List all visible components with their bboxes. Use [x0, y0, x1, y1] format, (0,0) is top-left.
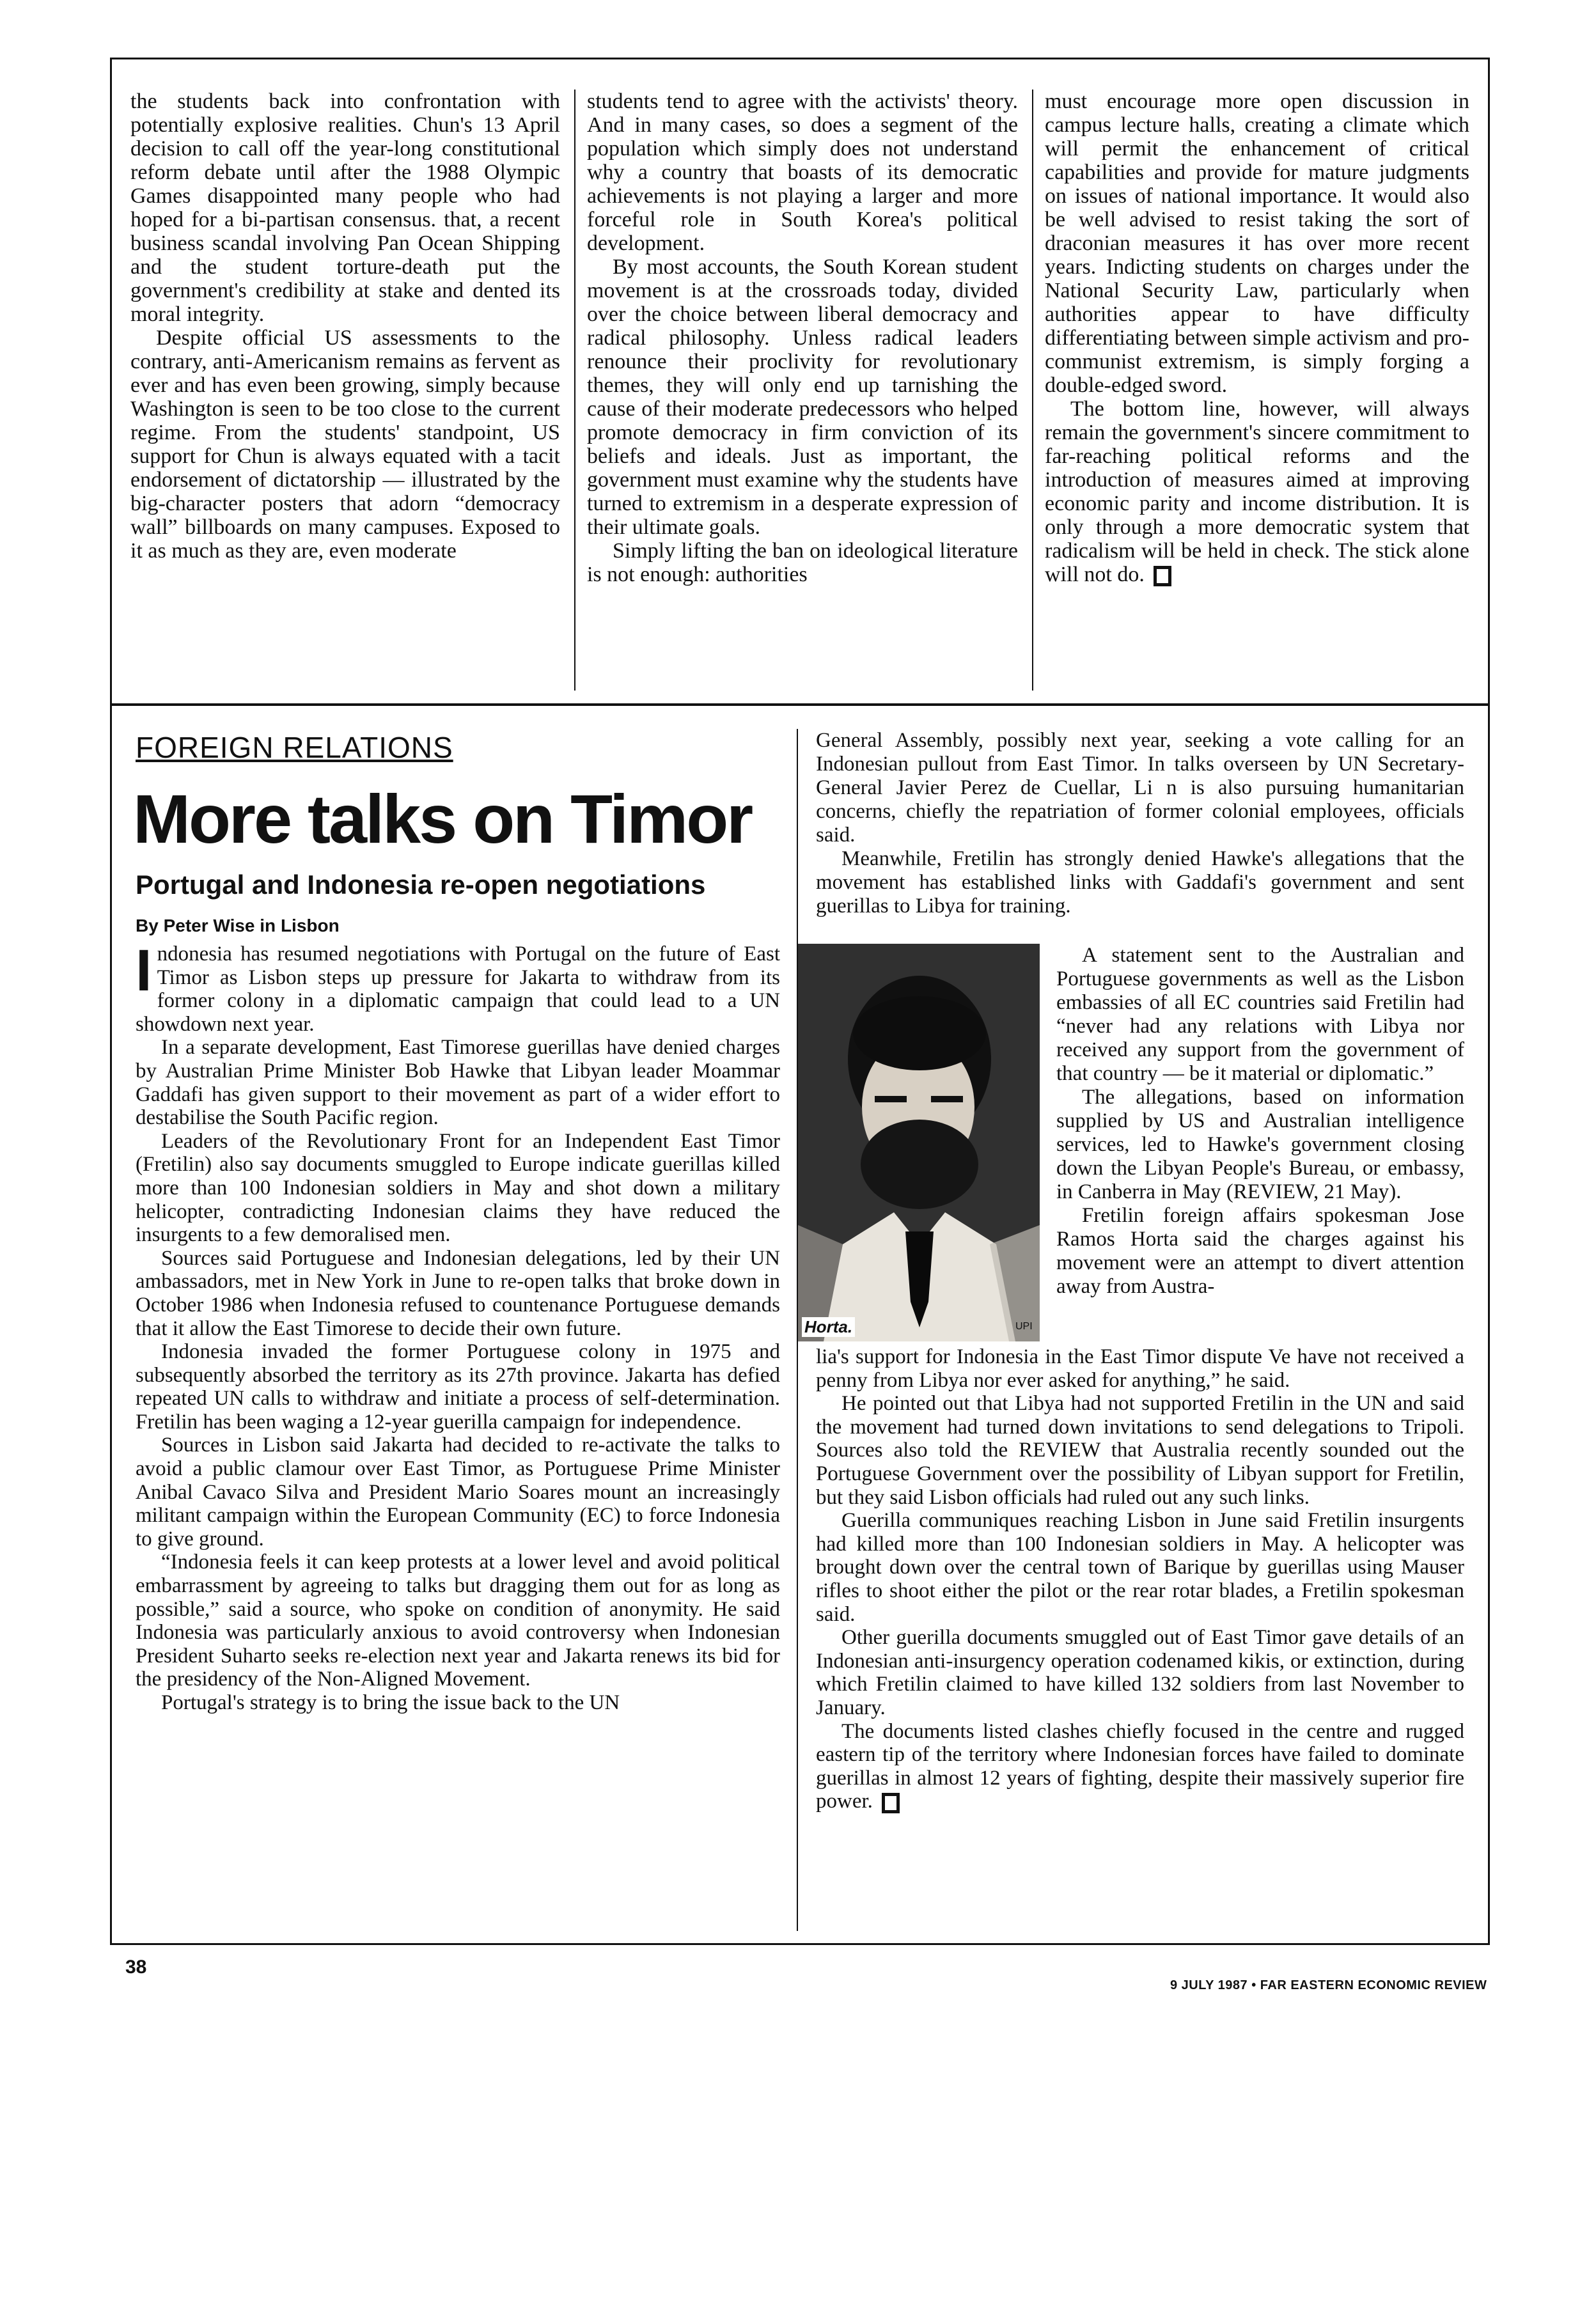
foreign-relations-beside-photo [1056, 944, 1464, 1299]
foreign-relations-right-column-bottom [816, 1345, 1464, 1813]
paragraph: A statement sent to the Australian and Portuguese governments as well as the Lisbon embassies of all EC countries said Fretilin had “never had any relations with Libya nor received any support from the government of that country — be it material or diplomatic.” [1056, 944, 1464, 1085]
paragraph: General Assembly, possibly next year, seeking a vote calling for an Indonesian pullout from East Timor. In talks overseen by UN Secretary-General Javier Perez de Cuellar, Li n is also pursuing humanitarian concerns, chiefly the repatriation of former colonial employees, officials said. [816, 729, 1464, 847]
paragraph: In a separate development, East Timorese guerillas have denied charges by Australian Prime Minister Bob Hawke that Libyan leader Moammar Gaddafi has given support to their movement as part of a wider effort to destabilise the South Pacific region. [136, 1036, 780, 1130]
paragraph: Leaders of the Revolutionary Front for an Independent East Timor (Fretilin) also say documents smuggled to Europe indicate guerillas killed more than 100 Indonesian soldiers in May and shot down a military helicopter, contradicting Indonesian claims they have reduced the insurgents to a few demoralised men. [136, 1129, 780, 1247]
paragraph: The bottom line, however, will always remain the government's sincere commitment to far-reaching political reforms and the introduction of measures aimed at improving economic parity and income distribution. It is only through a more democratic system that radicalism will be held in check. The stick alone will not do. [1045, 397, 1469, 586]
paragraph: Meanwhile, Fretilin has strongly denied Hawke's allegations that the movement has established links with Gaddafi's government and sent guerillas to Libya for training. [816, 847, 1464, 918]
foreign-relations-left-column [136, 938, 780, 1715]
section-label: FOREIGN RELATIONS [136, 731, 453, 764]
paragraph: Despite official US assessments to the contrary, anti-Americanism remains as fervent as ever and has even been growing, simply because Washington is seen to be too close to the current regime. From the students' standpoint, US support for Chun is always equated with a tacit endorsement of dictatorship — illustrated by the big-character posters that adorn “democracy wall” billboards on many campuses. Exposed to it as much as they are, even moderate [130, 326, 560, 563]
paragraph: the students back into confrontation with potentially explosive realities. Chun's 13 April decision to call off the year-long constitutional reform debate until after the 1988 Olympic Games disappointed many people who had hoped for a bi-partisan consensus. that, a recent business scandal involving Pan Ocean Shipping and the student torture-death put the government's credibility at stake and dented its moral integrity. [130, 90, 560, 326]
paragraph: “Indonesia feels it can keep protests at a lower level and avoid political embarrassment by agreeing to talks but dragging them out for as long as possible,” said a source, who spoke on condition of anonymity. He said Indonesia was particularly anxious to avoid controversy when Indonesian President Suharto seeks re-election next year and Jakarta renews its bid for the presidency of the Non-Aligned Movement. [136, 1551, 780, 1691]
paragraph: Fretilin foreign affairs spokesman Jose Ramos Horta said the charges against his movement were an attempt to divert attention away from Austra- [1056, 1204, 1464, 1298]
end-of-story-icon [1154, 566, 1171, 586]
byline: By Peter Wise in Lisbon [136, 916, 340, 935]
paragraph: must encourage more open discussion in campus lecture halls, creating a climate which will permit the enhancement of critical capabilities and provide for mature judgments on issues of national importance. It would also be well advised to resist taking the sort of draconian measures it has over more recent years. Indicting students on charges under the National Security Law, particularly when authorities appear to have difficulty differentiating between simple activism and pro-communist extremism, is simply forging a double-edged sword. [1045, 90, 1469, 397]
paragraph: He pointed out that Libya had not supported Fretilin in the UN and said the movement had turned down invitations to send delegations to Tripoli. Sources also told the REVIEW that Australia recently sounded out the Portuguese Government over the possibility of Libyan support for Fretilin, but they said Lisbon officials had ruled out any such links. [816, 1392, 1464, 1509]
end-of-story-icon [882, 1793, 900, 1813]
paragraph: Portugal's strategy is to bring the issue back to the UN [161, 1691, 620, 1714]
top-article-column-3 [1045, 90, 1469, 586]
paragraph: Indonesia invaded the former Portuguese colony in 1975 and subsequently absorbed the territory as its 27th province. Jakarta has defied repeated UN calls to withdraw and initiate a process of self-determination. Fretilin has been waging a 12-year guerilla campaign for independence. [136, 1340, 780, 1434]
horta-photo [798, 944, 1040, 1341]
lead-text: ndonesia has resumed negotiations with Portugal on the future of East Timor as Lisbon steps up pressure for Jakarta to withdraw from its former colony in a diplomatic campaign that could lead to a UN showdown next year. [136, 942, 780, 1036]
paragraph: Simply lifting the ban on ideological literature is not enough: authorities [587, 539, 1018, 586]
drop-cap: I [136, 938, 152, 1003]
paragraph: Other guerilla documents smuggled out of East Timor gave details of an Indonesian anti-insurgency operation codenamed kikis, or extinction, during which Fretilin claimed to have killed 132 soldiers from last November to January. [816, 1626, 1464, 1719]
lead-paragraph [136, 938, 780, 1036]
paragraph: Sources in Lisbon said Jakarta had decided to re-activate the talks to avoid a public clamour over East Timor, as Portuguese Prime Minister Anibal Cavaco Silva and President Mario Soares mount an increasingly militant campaign within the European Community (EC) to force Indonesia to give ground. [136, 1434, 780, 1551]
deck: Portugal and Indonesia re-open negotiations [136, 870, 706, 900]
paragraph: Guerilla communiques reaching Lisbon in June said Fretilin insurgents had killed more than 100 Indonesian soldiers in May. A helicopter was brought down over the central town of Barique by guerillas using Mauser rifles to shoot either the pilot or the rear rotar blades, a Fretilin spokesman said. [816, 1509, 1464, 1626]
paragraph: students tend to agree with the activists' theory. And in many cases, so does a segment of the population which simply does not understand why a country that boasts of its democratic achievements is not playing a larger and more forceful role in South Korea's political development. [587, 90, 1018, 255]
top-article-column-2 [587, 90, 1018, 586]
portrait-image [798, 944, 1040, 1341]
top-article-column-1 [130, 90, 560, 563]
paragraph: lia's support for Indonesia in the East Timor dispute Ve have not received a penny from Libya nor ever asked for anything,” he said. [816, 1345, 1464, 1392]
headline: More talks on Timor [133, 780, 752, 857]
paragraph: The allegations, based on information supplied by US and Australian intelligence services, led to Hawke's government closing down the Libyan People's Bureau, or embassy, in Canberra in May (REVIEW, 21 May). [1056, 1086, 1464, 1203]
column-divider [574, 90, 575, 691]
photo-caption: Horta. [802, 1317, 855, 1337]
page-number: 38 [125, 1957, 147, 1978]
photo-credit: UPI [1015, 1321, 1033, 1332]
paragraph: Sources said Portuguese and Indonesian delegations, led by their UN ambassadors, met in New York in June to re-open talks that broke down in October 1986 when Indonesia refused to countenance Portuguese demands that it allow the East Timorese to decide their own future. [136, 1246, 780, 1340]
column-divider [1032, 90, 1033, 691]
foreign-relations-right-column-top [816, 729, 1464, 918]
paragraph: The documents listed clashes chiefly focused in the centre and rugged eastern tip of the territory where Indonesian forces have failed to dominate guerillas in almost 12 years of fighting, despite their massively superior fire power. [816, 1719, 1464, 1813]
paragraph: By most accounts, the South Korean student movement is at the crossroads today, divided over the choice between liberal democracy and radical philosophy. Unless radical leaders renounce their proclivity for revolutionary themes, they will only end up tarnishing the cause of their moderate predecessors who helped promote democracy in firm conviction of its beliefs and ideals. Just as important, the government must examine why the students have turned to extremism in a desperate expression of their ultimate goals. [587, 255, 1018, 539]
issue-line: 9 JULY 1987 • FAR EASTERN ECONOMIC REVIEW [1170, 1978, 1487, 1992]
